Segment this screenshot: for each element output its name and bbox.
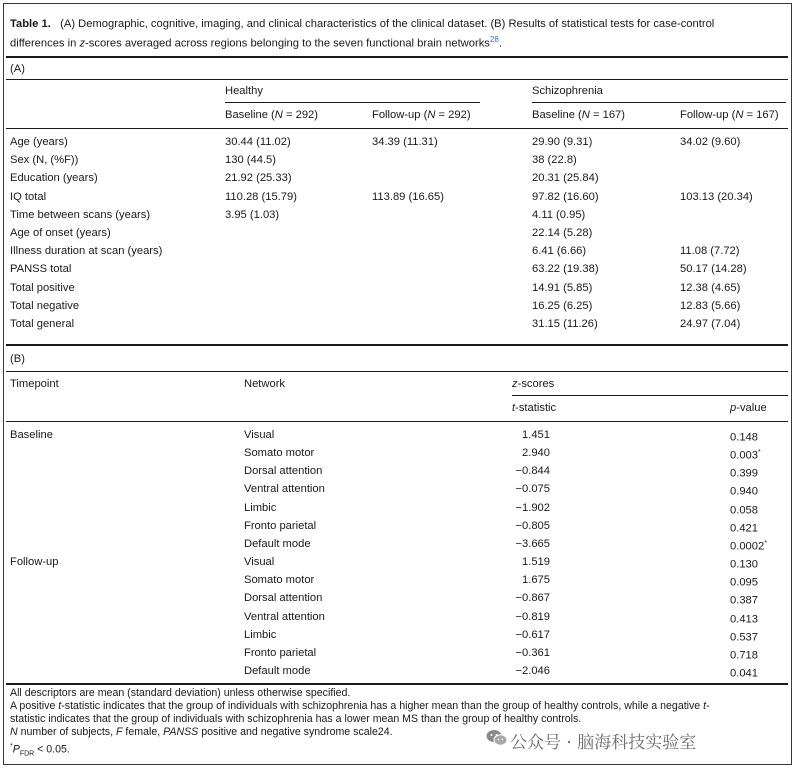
- network-cell: Default mode: [244, 538, 311, 550]
- row-label: Time between scans (years): [10, 209, 151, 221]
- table-cell: 4.11 (0.95): [532, 209, 586, 221]
- network-cell: Ventral attention: [244, 611, 325, 623]
- footnote-4: N number of subjects, F female, PANSS positive and negative syndrome scale24.: [10, 726, 393, 738]
- p-value-cell: [730, 646, 758, 663]
- p-value-cell: [730, 628, 758, 645]
- p-value: 0.041: [730, 667, 758, 680]
- p-value-cell: [730, 573, 758, 590]
- t-statistic-cell: 2.940: [522, 447, 550, 459]
- table-cell: 29.90 (9.31): [532, 136, 593, 148]
- p-value: 0.537: [730, 631, 758, 644]
- header-network: Network: [244, 378, 286, 390]
- table-cell: 22.14 (5.28): [532, 227, 593, 239]
- p-value-cell: [730, 519, 758, 536]
- col-scz-followup: Follow-up (N = 167): [680, 109, 779, 121]
- row-label: Age (years): [10, 136, 68, 148]
- network-cell: Fronto parietal: [244, 520, 317, 532]
- header-timepoint: Timepoint: [10, 378, 59, 390]
- row-label: Total negative: [10, 300, 80, 312]
- caption-line1: (A) Demographic, cognitive, imaging, and clinical characteristics of the clinical dataset. (B) Results of statistical tests for case-control: [60, 18, 715, 30]
- network-cell: Limbic: [244, 502, 277, 514]
- p-value-cell: [730, 537, 767, 554]
- row-label: Education (years): [10, 172, 98, 184]
- t-statistic-cell: −2.046: [515, 665, 550, 677]
- header-pvalue: p-value: [730, 402, 767, 414]
- table-cell: 11.08 (7.72): [680, 245, 740, 257]
- footnote-1: All descriptors are mean (standard deviation) unless otherwise specified.: [10, 687, 351, 699]
- row-label: IQ total: [10, 191, 47, 203]
- p-value: 0.0002: [730, 540, 765, 553]
- rule-b-bottom: [6, 683, 788, 685]
- table-cell: 130 (44.5): [225, 154, 276, 166]
- t-statistic-cell: −0.361: [515, 647, 550, 659]
- caption-ref[interactable]: 28: [489, 35, 499, 44]
- table-cell: 6.41 (6.66): [532, 245, 587, 257]
- table-cell: 14.91 (5.85): [532, 282, 593, 294]
- table-cell: 113.89 (16.65): [372, 191, 444, 203]
- row-label: PANSS total: [10, 263, 72, 275]
- col-healthy-baseline: Baseline (N = 292): [225, 109, 318, 121]
- table-cell: 31.15 (11.26): [532, 318, 598, 330]
- table-cell: 16.25 (6.25): [532, 300, 593, 312]
- header-tstat: t-statistic: [512, 402, 557, 414]
- network-cell: Fronto parietal: [244, 647, 317, 659]
- p-value: 0.413: [730, 613, 758, 626]
- network-cell: Somato motor: [244, 447, 315, 459]
- p-value-cell: [730, 555, 758, 572]
- p-value-cell: [730, 428, 758, 445]
- t-statistic-cell: −0.844: [515, 465, 550, 477]
- p-value-cell: [730, 610, 758, 627]
- rule-zscores: [512, 395, 788, 396]
- p-value: 0.421: [730, 522, 758, 535]
- group-schizophrenia: Schizophrenia: [532, 85, 603, 97]
- wechat-icon: [486, 729, 508, 747]
- table-cell: 63.22 (19.38): [532, 263, 599, 275]
- network-cell: Ventral attention: [244, 483, 325, 495]
- p-value: 0.003: [730, 449, 758, 462]
- table-cell: 12.38 (4.65): [680, 282, 741, 294]
- p-value: 0.399: [730, 467, 758, 480]
- row-label: Total general: [10, 318, 75, 330]
- group-healthy: Healthy: [225, 85, 263, 97]
- rule-a-top: [6, 79, 788, 80]
- table-cell: 21.92 (25.33): [225, 172, 292, 184]
- caption-line2-em: z: [79, 37, 86, 50]
- table-cell: 34.02 (9.60): [680, 136, 741, 148]
- p-value-cell: [730, 664, 758, 681]
- table-cell: 20.31 (25.84): [532, 172, 599, 184]
- t-statistic-cell: −0.867: [515, 592, 550, 604]
- network-cell: Visual: [244, 556, 275, 568]
- significance-marker: *: [758, 449, 761, 456]
- table-caption: [10, 17, 780, 52]
- t-statistic-cell: −0.617: [515, 629, 550, 641]
- rule-healthy: [225, 102, 480, 103]
- p-value-cell: [730, 446, 761, 463]
- t-statistic-cell: 1.675: [522, 574, 550, 586]
- row-label: Total positive: [10, 282, 75, 294]
- network-cell: Visual: [244, 429, 275, 441]
- col-healthy-followup: Follow-up (N = 292): [372, 109, 471, 121]
- t-statistic-cell: −3.665: [515, 538, 550, 550]
- p-value: 0.718: [730, 649, 758, 662]
- table-cell: 38 (22.8): [532, 154, 577, 166]
- significance-marker: *: [764, 540, 767, 547]
- t-statistic-cell: 1.451: [522, 429, 550, 441]
- watermark-text: 公众号 · 脑海科技实验室: [510, 733, 697, 753]
- network-cell: Dorsal attention: [244, 592, 323, 604]
- p-value: 0.148: [730, 431, 758, 444]
- network-cell: Dorsal attention: [244, 465, 323, 477]
- row-label: Sex (N, (%F)): [10, 154, 79, 166]
- caption-line2-post: -scores averaged across regions belonging to the seven functional brain networks: [85, 37, 490, 50]
- table-cell: 110.28 (15.79): [225, 191, 297, 203]
- footnote-5: $^*P_{FDR} < 0.05$.: [10, 743, 70, 758]
- network-cell: Somato motor: [244, 574, 315, 586]
- table-cell: 34.39 (11.31): [372, 136, 438, 148]
- network-cell: Limbic: [244, 629, 277, 641]
- timepoint-cell: Baseline: [10, 429, 53, 441]
- p-value-cell: [730, 501, 758, 518]
- table-cell: 97.82 (16.60): [532, 191, 599, 203]
- header-zscores: z-scores: [512, 378, 555, 390]
- part-a-label: (A): [10, 63, 25, 75]
- table-cell: 3.95 (1.03): [225, 209, 280, 221]
- footnote-2: A positive t-statistic indicates that the group of individuals with schizophrenia has a higher mean than the group of healthy controls, while a negative t-: [10, 700, 710, 712]
- p-value-cell: [730, 482, 758, 499]
- col-scz-baseline: Baseline (N = 167): [532, 109, 625, 121]
- p-value-cell: [730, 464, 758, 481]
- t-statistic-cell: −0.819: [515, 611, 550, 623]
- timepoint-cell: Follow-up: [10, 556, 59, 568]
- part-b-label: (B): [10, 353, 25, 365]
- network-cell: Default mode: [244, 665, 311, 677]
- rule-b-top: [6, 371, 788, 372]
- p-value: 0.387: [730, 594, 758, 607]
- rule-top: [6, 56, 788, 58]
- t-statistic-cell: 1.519: [522, 556, 550, 568]
- t-statistic-cell: −0.805: [515, 520, 550, 532]
- rule-a-head: [6, 128, 788, 129]
- footnote-3: statistic indicates that the group of individuals with schizophrenia has a lower mean MS than the group of healthy controls.: [10, 713, 582, 725]
- table-cell: 50.17 (14.28): [680, 263, 747, 275]
- caption-line2-end: .: [498, 37, 502, 50]
- rule-a-bottom: [6, 344, 788, 346]
- caption-line2-pre: differences in: [10, 37, 80, 50]
- table-cell: 103.13 (20.34): [680, 191, 753, 203]
- t-statistic-cell: −1.902: [515, 502, 550, 514]
- caption-label: Table 1.: [10, 18, 51, 30]
- table-cell: 30.44 (11.02): [225, 136, 291, 148]
- t-statistic-cell: −0.075: [515, 483, 550, 495]
- row-label: Age of onset (years): [10, 227, 111, 239]
- rule-b-head: [6, 421, 788, 422]
- p-value: 0.940: [730, 485, 758, 498]
- table-cell: 24.97 (7.04): [680, 318, 741, 330]
- p-value: 0.058: [730, 504, 758, 517]
- p-value-cell: [730, 591, 758, 608]
- table-cell: 12.83 (5.66): [680, 300, 741, 312]
- rule-schizophrenia: [532, 102, 786, 103]
- p-value: 0.130: [730, 558, 758, 571]
- row-label: Illness duration at scan (years): [10, 245, 163, 257]
- p-value: 0.095: [730, 576, 758, 589]
